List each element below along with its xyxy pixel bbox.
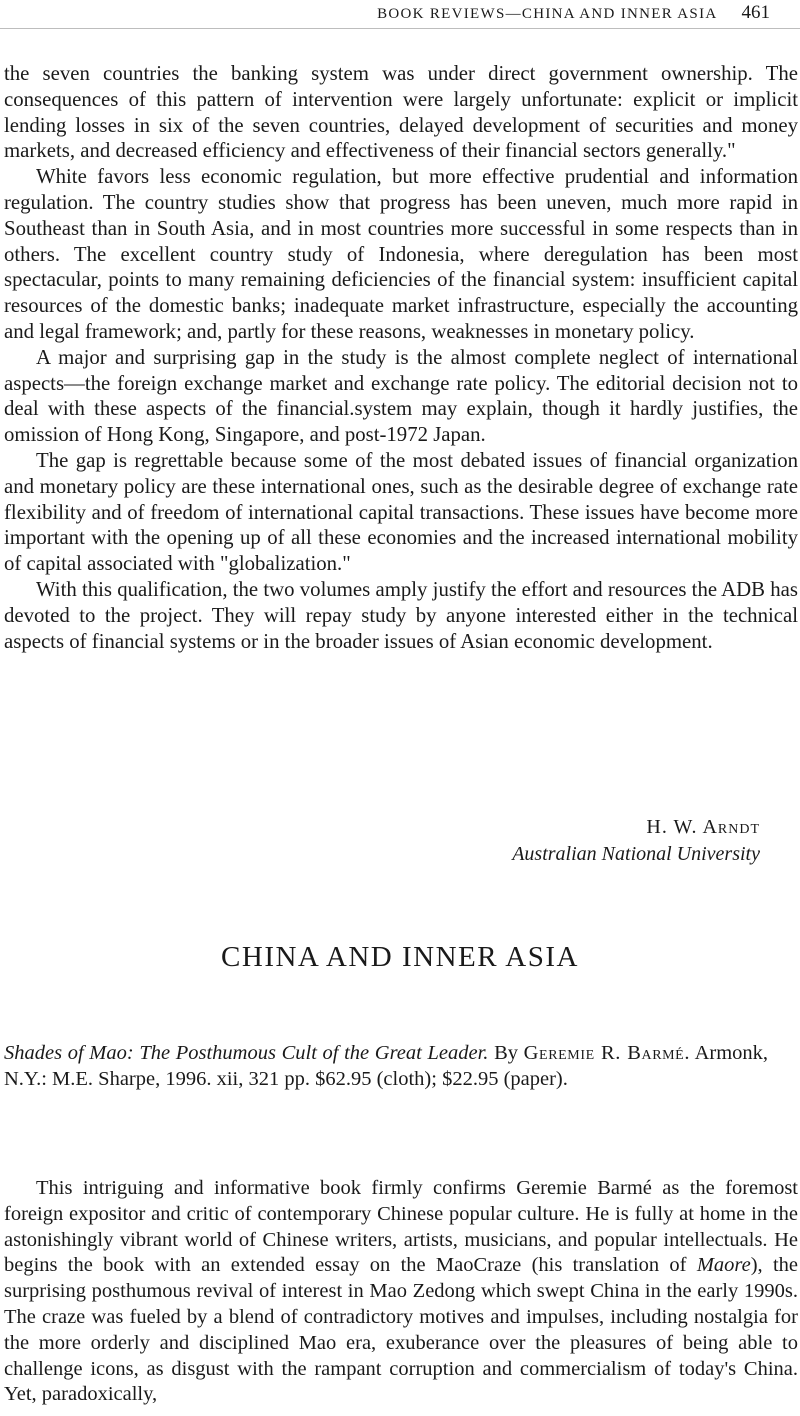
header-rule — [0, 28, 800, 29]
previous-review-text — [4, 61, 798, 654]
paragraph-continued: the seven countries the banking system was under direct government ownership. The consequences of this pattern of intervention were largely unfortunate: explicit or implicit lending losses in six of the seven countries, delayed development of securities and money markets, and decreased efficiency and effectiveness of their financial sectors generally." — [4, 62, 798, 163]
paragraph: With this qualification, the two volumes amply justify the effort and resources the ADB has devoted to the project. They will repay study by anyone interested either in the technical aspects of financial systems or in the broader issues of Asian economic development. — [4, 577, 798, 653]
publication-details: Armonk, N.Y.: M.E. Sharpe, 1996. xii, 321 pp. $62.95 (cloth); $22.95 (paper). — [4, 1042, 769, 1090]
reviewer-name: H. W. Arndt — [646, 816, 760, 838]
section-heading: CHINA AND INNER ASIA — [221, 941, 579, 973]
reviewer-affiliation: Australian National University — [512, 843, 760, 865]
paragraph: A major and surprising gap in the study is the almost complete neglect of international aspects—the foreign exchange market and exchange rate policy. The editorial decision not to deal with these aspects of the financial.system may explain, though it hardly justifies, the omission of Hong Kong, Singapore, and post-1972 Japan. — [4, 345, 798, 447]
running-head — [377, 2, 770, 26]
running-title: BOOK REVIEWS—CHINA AND INNER ASIA — [377, 6, 718, 22]
review-text: ), the surprising posthumous revival of interest in Mao Zedong which swept China in the early 1990s. The craze was fueled by a blend of contradictory motives and impulses, including nostalgia for the more orderly and disciplined Mao era, exuberance over the pleasures of being able to challenge icons, as disgust with the rampant corruption and commercialism of today's China. Yet, paradoxically, — [4, 1254, 799, 1406]
italic-term: Maore — [696, 1254, 751, 1277]
review-text: This intriguing and informative book firmly confirms Geremie Barmé as the foremost foreign expositor and critic of contemporary Chinese popular culture. He is fully at home in the astonishingly vibrant world of Chinese writers, artists, musicians, and popular intellectuals. He begins the book with an extended essay on the MaoCraze (his translation of — [4, 1177, 798, 1277]
paragraph: White favors less economic regulation, but more effective prudential and information regulation. The country studies show that progress has been uneven, much more rapid in Southeast than in South Asia, and in most countries more successful in some respects than in others. The excellent country study of Indonesia, where deregulation has been most spectacular, points to many remaining deficiencies of the financial system: insufficient capital resources of the domestic banks; inadequate market infrastructure, especially the accounting and legal framework; and, partly for these reasons, weaknesses in monetary policy. — [4, 165, 798, 343]
paragraph — [4, 1176, 798, 1408]
book-citation — [4, 1040, 768, 1092]
paragraph: The gap is regrettable because some of the most debated issues of financial organization and monetary policy are these international ones, such as the desirable degree of exchange rate flexibility and of freedom of international capital transactions. These issues have become more important with the opening up of all these economies and the increased international mobility of capital associated with "globalization." — [4, 448, 798, 576]
book-title: Shades of Mao: The Posthumous Cult of the Great Leader. — [4, 1042, 489, 1064]
review-body — [4, 1176, 798, 1408]
by-word: By — [494, 1042, 518, 1064]
book-author: Geremie R. Barmé. — [523, 1042, 691, 1064]
reviewer-signature — [360, 814, 760, 868]
page-number: 461 — [741, 2, 770, 23]
